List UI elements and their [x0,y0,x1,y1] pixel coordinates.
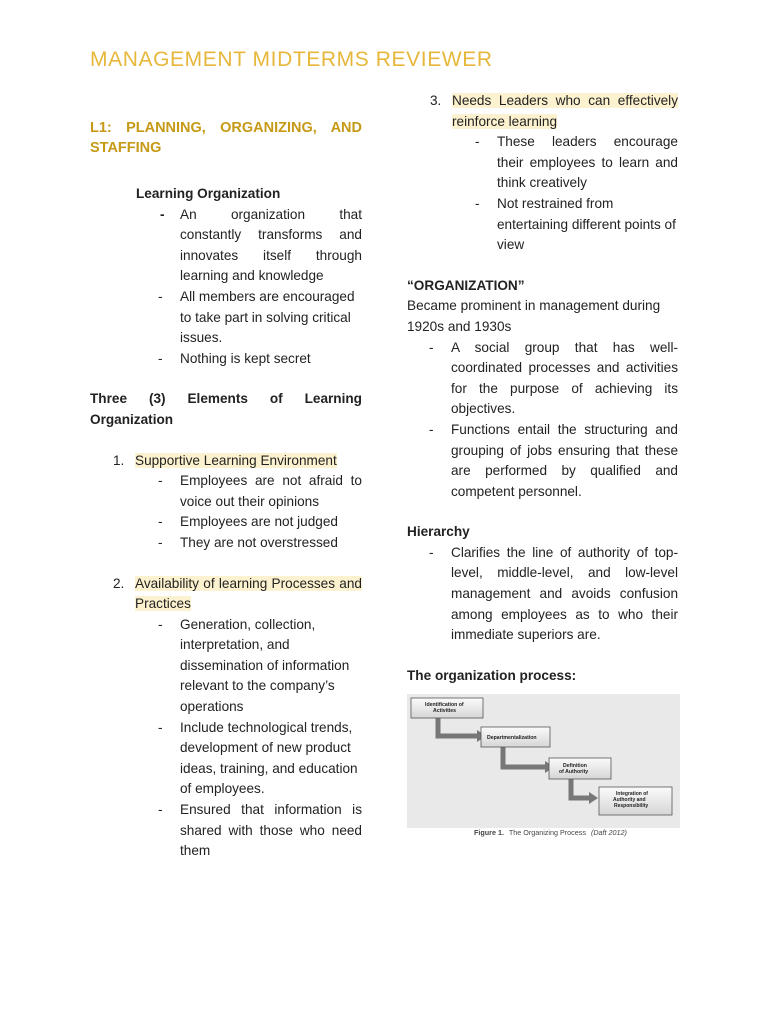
bullet-text: A social group that has well-coordinated processes and activities for the purpose of achieving its objectives. [451,339,678,417]
bullet-text: Employees are not afraid to voice out their opinions [180,473,362,509]
step-label-4-line: Authority and [613,797,646,804]
hierarchy-section [407,522,678,646]
step-label-3-line: Definition [563,763,587,770]
figure-caption [474,828,627,837]
element-3 [407,91,678,256]
bullet-dash: - [160,206,165,222]
bullet-text: Not restrained from entertaining different points of view [497,195,676,253]
bullet-dash: - [475,134,480,150]
step-label-1-line: Identification of [425,702,464,709]
bullet-dash: - [158,802,163,818]
learning-organization-section [90,184,362,369]
bullet-dash: - [158,350,163,366]
item-number: 1. [113,452,125,468]
organizing-process-figure [407,694,680,842]
element-1 [90,451,362,554]
bullet-text: Nothing is kept secret [180,350,311,366]
organization-heading: “ORGANIZATION” [407,277,525,293]
step-label-4 [613,791,649,809]
bullet-dash: - [158,514,163,530]
numbered-item [90,574,362,615]
bullet-text: An organization that constantly transforms and innovates itself through learning and knowledge [180,206,362,284]
item-number: 3. [430,93,442,108]
step-label-1-line: Activities [433,708,457,715]
lesson-title: L1: PLANNING, ORGANIZING, AND STAFFING [90,120,362,156]
bullet-dash: - [429,544,434,560]
bullet-dash: - [158,288,163,304]
left-column [90,118,362,862]
list-item [136,205,362,287]
elements-heading: Three (3) Elements of Learning Organization [90,391,362,427]
caption-text: The Organizing Process [508,828,586,838]
list-item [407,543,678,646]
bullet-text: Include technological trends, development of new product ideas, training, and education of employees. [180,719,358,797]
list-item [90,800,362,862]
step-label-2: Departmentalization [487,735,537,742]
bullet-dash: - [158,534,163,550]
bullet-dash: - [429,339,434,355]
learning-organization-heading: Learning Organization [136,186,281,201]
list-item [90,533,362,554]
caption-prefix: Figure 1. [474,828,504,838]
bullet-text: All members are encouraged to take part in solving critical issues. [180,288,355,346]
element-title: Needs Leaders who can effectively reinforce learning [452,93,678,129]
organization-section [407,276,678,503]
element-title: Supportive Learning Environment [135,452,337,468]
bullet-dash: - [475,195,480,211]
list-item [90,718,362,800]
list-item [90,512,362,533]
organization-intro: Became prominent in management during 1920s and 1930s [407,298,661,334]
page-title: MANAGEMENT MIDTERMS REVIEWER [90,48,493,71]
list-item [407,194,678,256]
step-label-3 [559,763,588,775]
element-title: Availability of learning Processes and Practices [135,575,362,612]
numbered-item [407,91,678,132]
bullet-text: They are not overstressed [180,534,338,550]
bullet-dash: - [429,421,434,437]
right-column [407,91,678,842]
bullet-text: Generation, collection, interpretation, and dissemination of information relevant to the company’s operations [180,616,350,715]
bullet-text: Clarifies the line of authority of top-level, middle-level, and low-level management and avoids confusion among employees as to who their immediate superiors are. [451,544,678,643]
list-item [407,420,678,502]
bullet-text: Ensured that information is shared with those who need them [180,802,362,859]
bullet-text: These leaders encourage their employees to learn and think creatively [497,134,678,191]
bullet-dash: - [158,616,163,632]
item-number: 2. [113,575,125,591]
numbered-item [90,451,362,472]
hierarchy-heading: Hierarchy [407,524,470,540]
bullet-text: Functions entail the structuring and grouping of jobs ensuring that these are performed by qualified and competent personnel. [451,421,678,499]
list-item [90,615,362,718]
bullet-dash: - [158,473,163,489]
list-item [407,132,678,194]
process-diagram [407,694,680,842]
process-heading: The organization process: [407,667,577,683]
bullet-dash: - [158,719,163,735]
bullet-text: Employees are not judged [180,514,338,530]
step-label-3-line: of Authority [559,769,589,776]
element-2 [90,574,362,862]
step-label-4-line: Responsibility [614,803,649,810]
caption-cite: (Daft 2012) [590,828,627,838]
list-item [407,338,678,420]
process-section [407,666,678,843]
list-item [90,471,362,512]
step-label-4-line: Integration of [616,791,648,798]
list-item [136,349,362,370]
list-item [136,287,362,349]
